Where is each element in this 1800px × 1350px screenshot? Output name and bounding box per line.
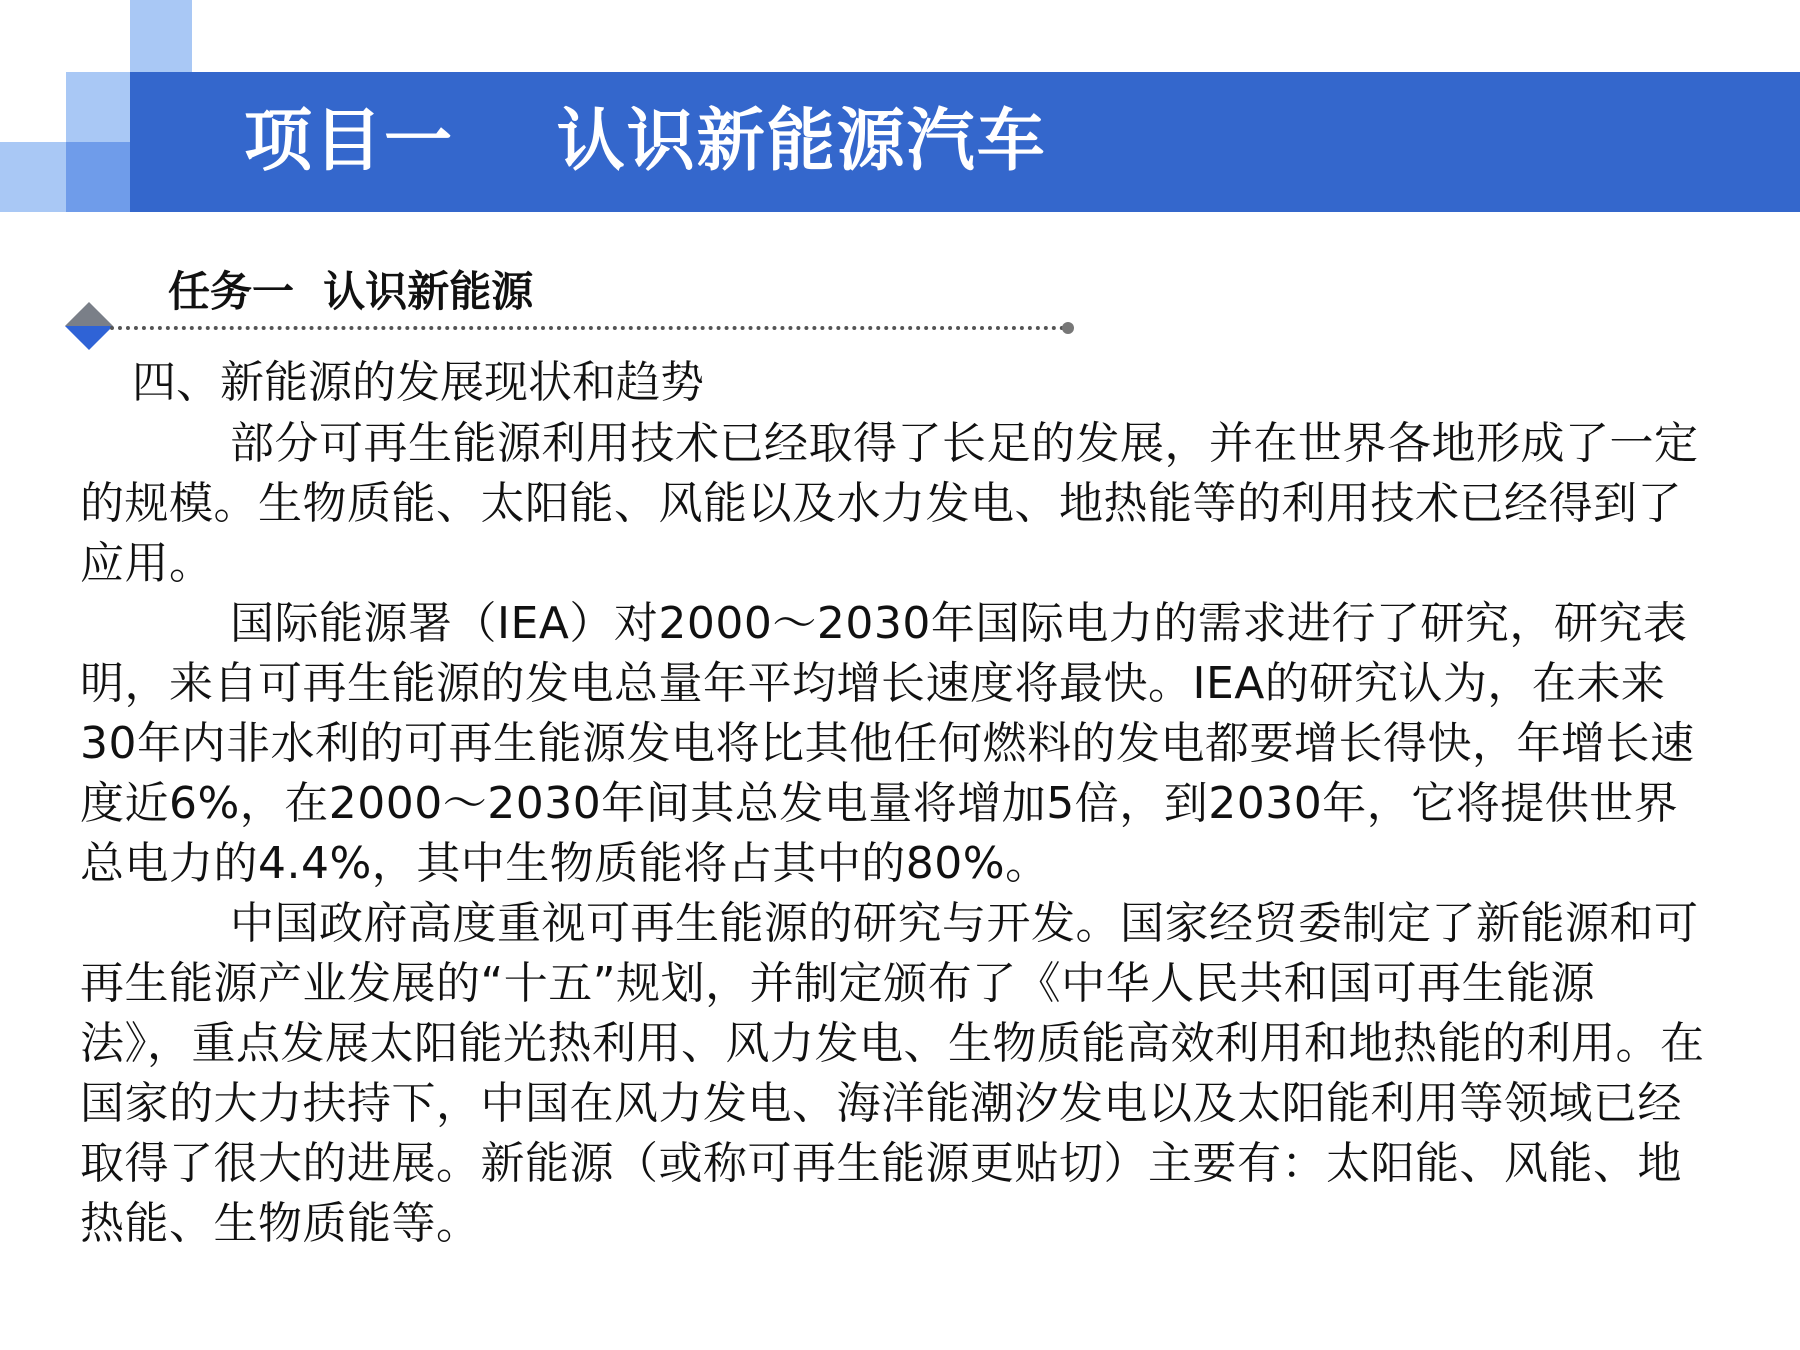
paragraph-1: 部分可再生能源利用技术已经取得了长足的发展，并在世界各地形成了一定的规模。生物质能、太阳能、风能以及水力发电、地热能等的利用技术已经得到了应用。 bbox=[80, 418, 1699, 589]
section-heading: 四、新能源的发展现状和趋势 bbox=[132, 357, 704, 408]
paragraph-2: 国际能源署（IEA）对2000～2030年国际电力的需求进行了研究，研究表明，来自可再生能源的发电总量年平均增长速度将最快。IEA的研究认为，在未来30年内非水利的可再生能源发电将比其他任何燃料的发电都要增长得快，年增长速度近6%，在2000～2030年间其总发电量将增加5倍，到2030年，它将提供世界总电力的4.4%，其中生物质能将占其中的80%。 bbox=[80, 598, 1695, 889]
dotted-divider bbox=[110, 326, 1065, 330]
diamond-icon bbox=[65, 302, 113, 350]
task-subtitle: 任务一 认识新能源 bbox=[168, 267, 534, 316]
divider-end-dot bbox=[1062, 322, 1074, 334]
decor-square-4 bbox=[0, 142, 66, 212]
page-title: 项目一 认识新能源汽车 bbox=[244, 102, 1047, 181]
paragraph-3: 中国政府高度重视可再生能源的研究与开发。国家经贸委制定了新能源和可再生能源产业发展的“十五”规划，并制定颁布了《中华人民共和国可再生能源法》，重点发展太阳能光热利用、风力发电、生物质能高效利用和地热能的利用。在国家的大力扶持下，中国在风力发电、海洋能潮汐发电以及太阳能利用等领域已经取得了很大的进展。新能源（或称可再生能源更贴切）主要有：太阳能、风能、地热能、生物质能等。 bbox=[80, 898, 1705, 1249]
decor-square-2 bbox=[66, 72, 130, 142]
decor-square-5 bbox=[66, 142, 130, 212]
decor-square-1 bbox=[130, 0, 192, 72]
body-text bbox=[80, 414, 1705, 1254]
